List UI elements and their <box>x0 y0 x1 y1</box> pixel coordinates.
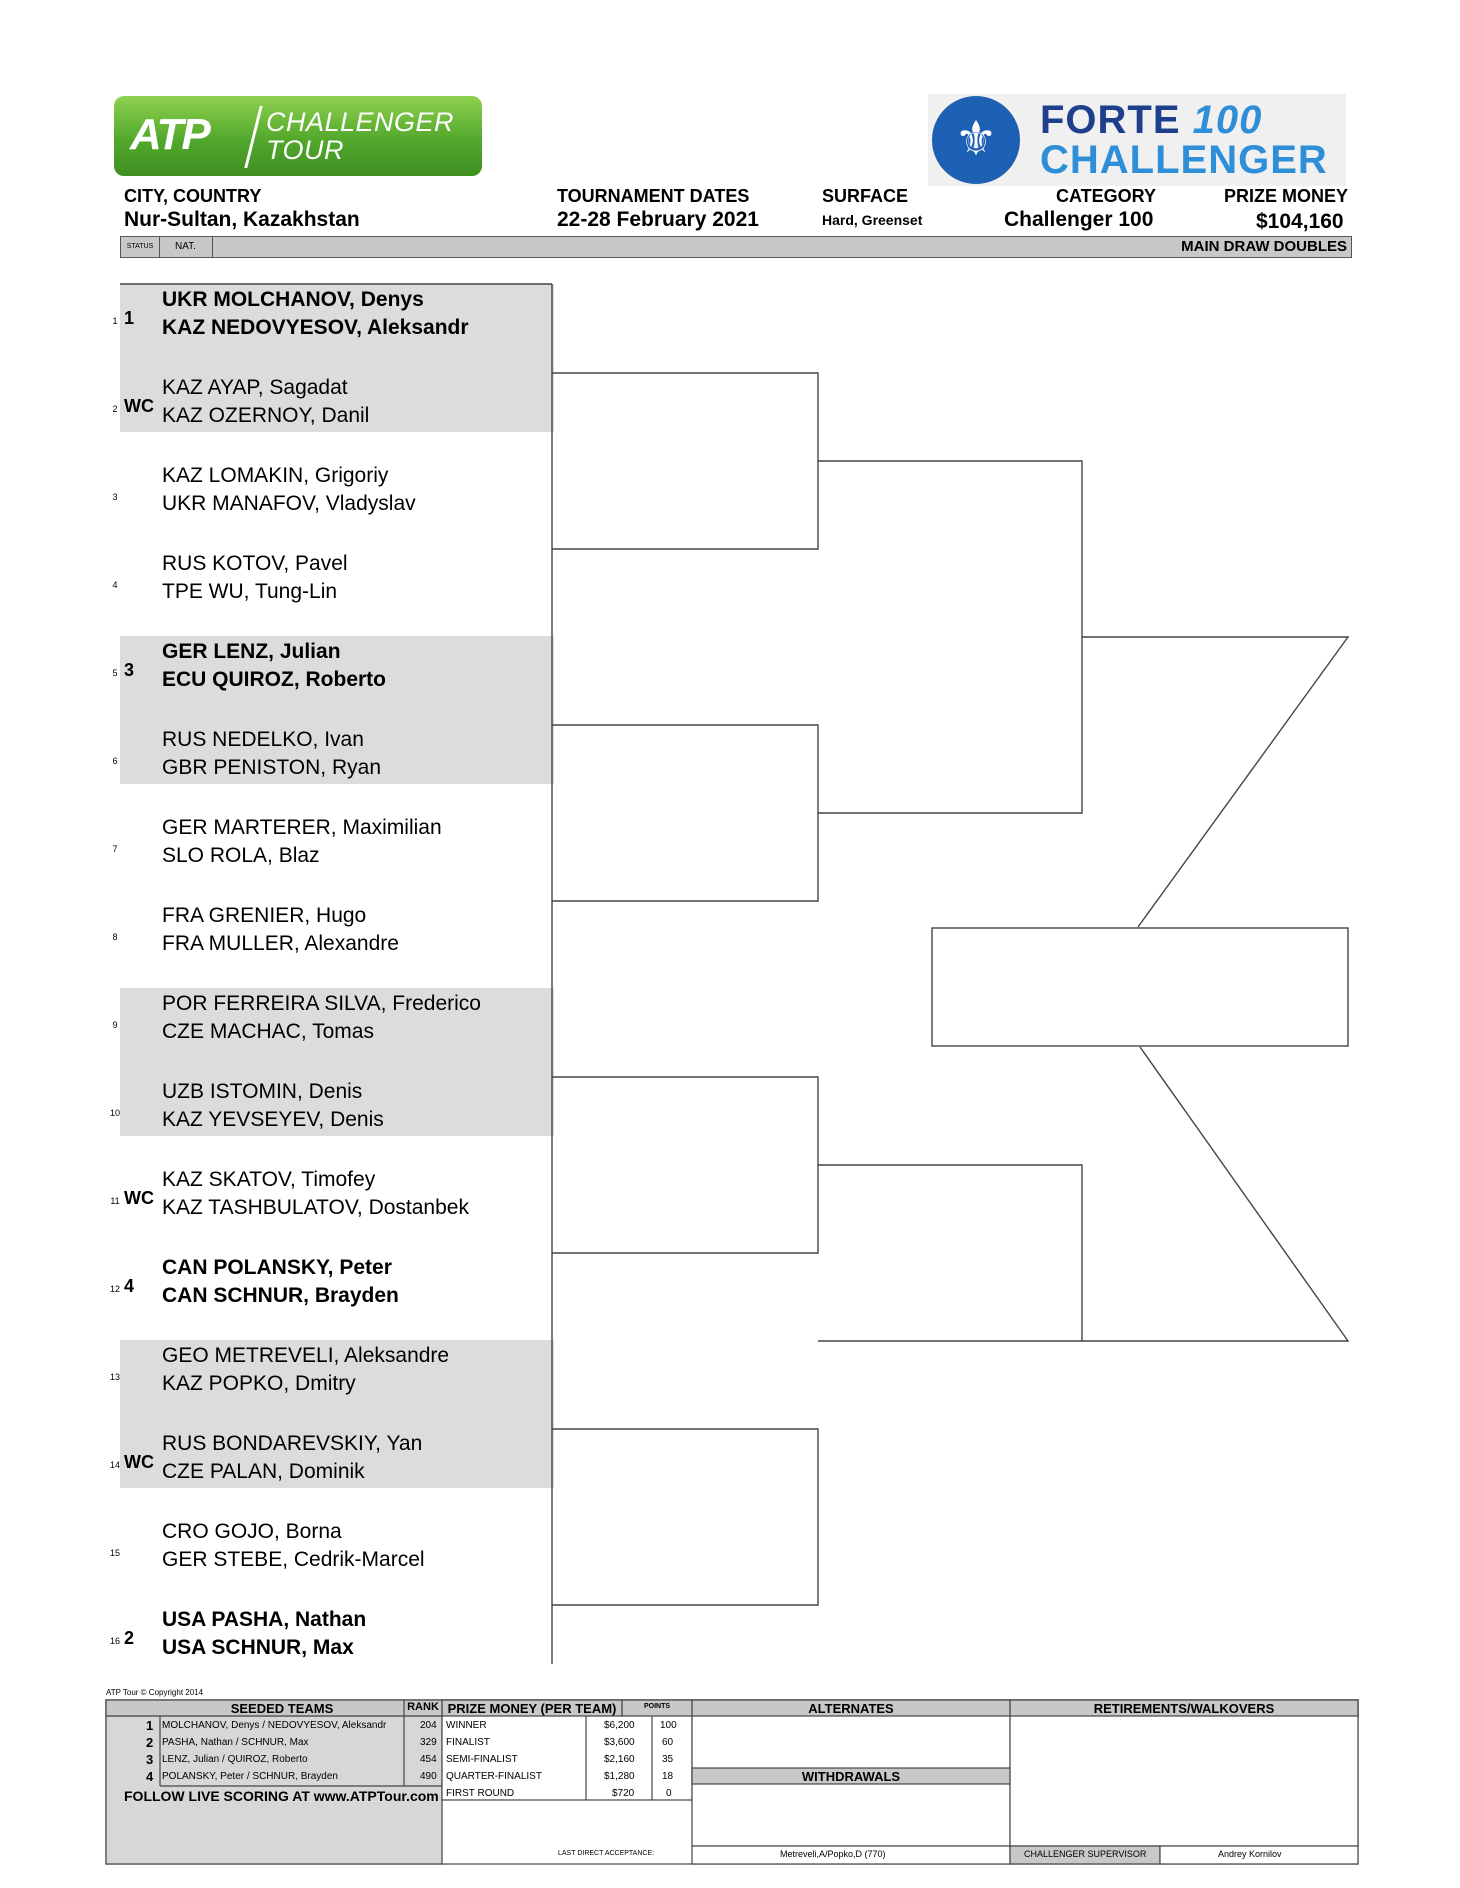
player-name: UZB ISTOMIN, Denis <box>162 1080 363 1103</box>
slot-number: 1 <box>112 316 118 326</box>
player-name: RUS BONDAREVSKIY, Yan <box>162 1432 423 1455</box>
player-name: KAZ LOMAKIN, Grigoriy <box>162 464 389 487</box>
slot-number: 16 <box>109 1636 120 1646</box>
player-name: GBR PENISTON, Ryan <box>162 756 382 779</box>
surface-label: SURFACE <box>822 186 909 206</box>
tour-text: TOUR <box>266 135 345 165</box>
player-name: FRA GRENIER, Hugo <box>162 904 367 927</box>
last-direct-acceptance-value: Metreveli,A/Popko,D (770) <box>780 1849 886 1859</box>
prize-money-title: PRIZE MONEY (PER TEAM) <box>447 1701 617 1716</box>
slot-status: 1 <box>124 308 135 328</box>
prize-money-label: PRIZE MONEY <box>1224 186 1349 206</box>
forte-challenger-word: CHALLENGER <box>1040 138 1328 182</box>
seed-rank: 329 <box>420 1737 437 1748</box>
live-scoring-link[interactable]: FOLLOW LIVE SCORING AT www.ATPTour.com <box>124 1788 439 1804</box>
slot-status: 2 <box>124 1628 135 1648</box>
prize-money: $1,280 <box>604 1771 635 1782</box>
supervisor-value: Andrey Kornilov <box>1218 1849 1282 1859</box>
player-name: KAZ YEVSEYEV, Denis <box>162 1108 384 1131</box>
player-name: TPE WU, Tung-Lin <box>162 580 338 603</box>
slot-number: 15 <box>109 1548 120 1558</box>
prize-points: 60 <box>662 1737 674 1748</box>
seed-number: 4 <box>146 1769 154 1784</box>
status-column-label: STATUS <box>121 237 160 257</box>
slot-number: 11 <box>110 1196 120 1206</box>
forte-number: 100 <box>1192 98 1263 142</box>
player-name: ECU QUIROZ, Roberto <box>162 668 386 691</box>
slot-number: 13 <box>109 1372 120 1382</box>
prize-round: FIRST ROUND <box>446 1788 515 1799</box>
player-name: UKR MANAFOV, Vladyslav <box>162 492 416 515</box>
prize-round: QUARTER-FINALIST <box>446 1771 542 1782</box>
copyright: ATP Tour © Copyright 2014 <box>106 1688 204 1697</box>
dates-value: 22-28 February 2021 <box>557 208 759 231</box>
forte-word: FORTE <box>1040 98 1181 142</box>
slot-status: 3 <box>124 660 135 680</box>
surface-value: Hard, Greenset <box>822 212 923 228</box>
prize-money: $2,160 <box>604 1754 635 1765</box>
seed-team: PASHA, Nathan / SCHNUR, Max <box>162 1737 309 1748</box>
seed-team: LENZ, Julian / QUIROZ, Roberto <box>162 1754 308 1765</box>
slot-number: 2 <box>112 404 118 414</box>
slot-number: 8 <box>112 932 118 942</box>
city-value: Nur-Sultan, Kazakhstan <box>124 208 360 231</box>
seed-team: MOLCHANOV, Denys / NEDOVYESOV, Aleksandr <box>162 1720 387 1731</box>
draw-title: MAIN DRAW DOUBLES <box>1181 238 1347 255</box>
seed-team: POLANSKY, Peter / SCHNUR, Brayden <box>162 1771 338 1782</box>
prize-round: FINALIST <box>446 1737 490 1748</box>
slot-status: WC <box>124 1188 154 1208</box>
category-value: Challenger 100 <box>1004 208 1154 231</box>
nat-column-label: NAT. <box>159 237 213 257</box>
forte-emblem-icon: ⚜ <box>932 96 1020 184</box>
player-name: SLO ROLA, Blaz <box>162 844 320 867</box>
player-name: POR FERREIRA SILVA, Frederico <box>162 992 481 1015</box>
player-name: GEO METREVELI, Aleksandre <box>162 1344 450 1367</box>
seed-number: 3 <box>146 1752 154 1767</box>
player-name: GER LENZ, Julian <box>162 640 341 663</box>
slot-number: 4 <box>112 580 118 590</box>
slot-number: 14 <box>109 1460 120 1470</box>
slot-number: 5 <box>112 668 118 678</box>
prize-money: $720 <box>612 1788 635 1799</box>
dates-label: TOURNAMENT DATES <box>557 186 750 206</box>
slot-status: WC <box>124 1452 154 1472</box>
retirements-title: RETIREMENTS/WALKOVERS <box>1093 1701 1275 1716</box>
slot-number: 12 <box>109 1284 120 1294</box>
city-label: CITY, COUNTRY <box>124 186 262 206</box>
slot-status: WC <box>124 396 154 416</box>
challenger-text: CHALLENGER <box>266 107 455 137</box>
player-name: CZE PALAN, Dominik <box>162 1460 365 1483</box>
slot-status: 4 <box>124 1276 135 1296</box>
prize-points: 35 <box>662 1754 674 1765</box>
player-name: RUS KOTOV, Pavel <box>162 552 348 575</box>
prize-points: 0 <box>666 1788 672 1799</box>
last-direct-acceptance-label: LAST DIRECT ACCEPTANCE: <box>558 1850 655 1857</box>
prize-money-value: $104,160 <box>1256 210 1344 233</box>
slot-number: 3 <box>112 492 118 502</box>
prize-round: WINNER <box>446 1720 487 1731</box>
prize-money: $6,200 <box>604 1720 635 1731</box>
player-name: KAZ POPKO, Dmitry <box>162 1372 356 1395</box>
rank-title: RANK <box>407 1701 439 1713</box>
prize-points: 18 <box>662 1771 674 1782</box>
player-name: GER MARTERER, Maximilian <box>162 816 442 839</box>
player-name: KAZ OZERNOY, Danil <box>162 404 370 427</box>
slot-number: 10 <box>109 1108 120 1118</box>
player-name: CZE MACHAC, Tomas <box>162 1020 374 1043</box>
alternates-title: ALTERNATES <box>808 1701 894 1716</box>
seed-number: 1 <box>146 1718 154 1733</box>
player-name: USA PASHA, Nathan <box>162 1608 367 1631</box>
player-name: KAZ SKATOV, Timofey <box>162 1168 376 1191</box>
slot-number: 7 <box>112 844 118 854</box>
player-name: KAZ AYAP, Sagadat <box>162 376 348 399</box>
withdrawals-title: WITHDRAWALS <box>801 1769 901 1784</box>
player-name: FRA MULLER, Alexandre <box>162 932 399 955</box>
player-name: CRO GOJO, Borna <box>162 1520 342 1543</box>
player-name: CAN POLANSKY, Peter <box>162 1256 392 1279</box>
category-label: CATEGORY <box>1056 186 1157 206</box>
player-name: KAZ NEDOVYESOV, Aleksandr <box>162 316 469 339</box>
player-name: UKR MOLCHANOV, Denys <box>162 288 424 311</box>
seed-rank: 490 <box>420 1771 437 1782</box>
player-name: USA SCHNUR, Max <box>162 1636 354 1659</box>
player-name: CAN SCHNUR, Brayden <box>162 1284 399 1307</box>
seed-rank: 454 <box>420 1754 437 1765</box>
prize-money: $3,600 <box>604 1737 635 1748</box>
slot-number: 9 <box>112 1020 118 1030</box>
prize-points: 100 <box>660 1720 677 1731</box>
supervisor-label: CHALLENGER SUPERVISOR <box>1024 1849 1147 1859</box>
player-name: GER STEBE, Cedrik-Marcel <box>162 1548 425 1571</box>
player-name: KAZ TASHBULATOV, Dostanbek <box>162 1196 469 1219</box>
prize-round: SEMI-FINALIST <box>446 1754 518 1765</box>
slot-number: 6 <box>112 756 118 766</box>
points-title: POINTS <box>643 1703 671 1710</box>
atp-logo-text: ATP <box>130 110 209 159</box>
seed-number: 2 <box>146 1735 154 1750</box>
seeded-teams-title: SEEDED TEAMS <box>230 1701 334 1716</box>
seed-rank: 204 <box>420 1720 437 1731</box>
player-name: RUS NEDELKO, Ivan <box>162 728 364 751</box>
